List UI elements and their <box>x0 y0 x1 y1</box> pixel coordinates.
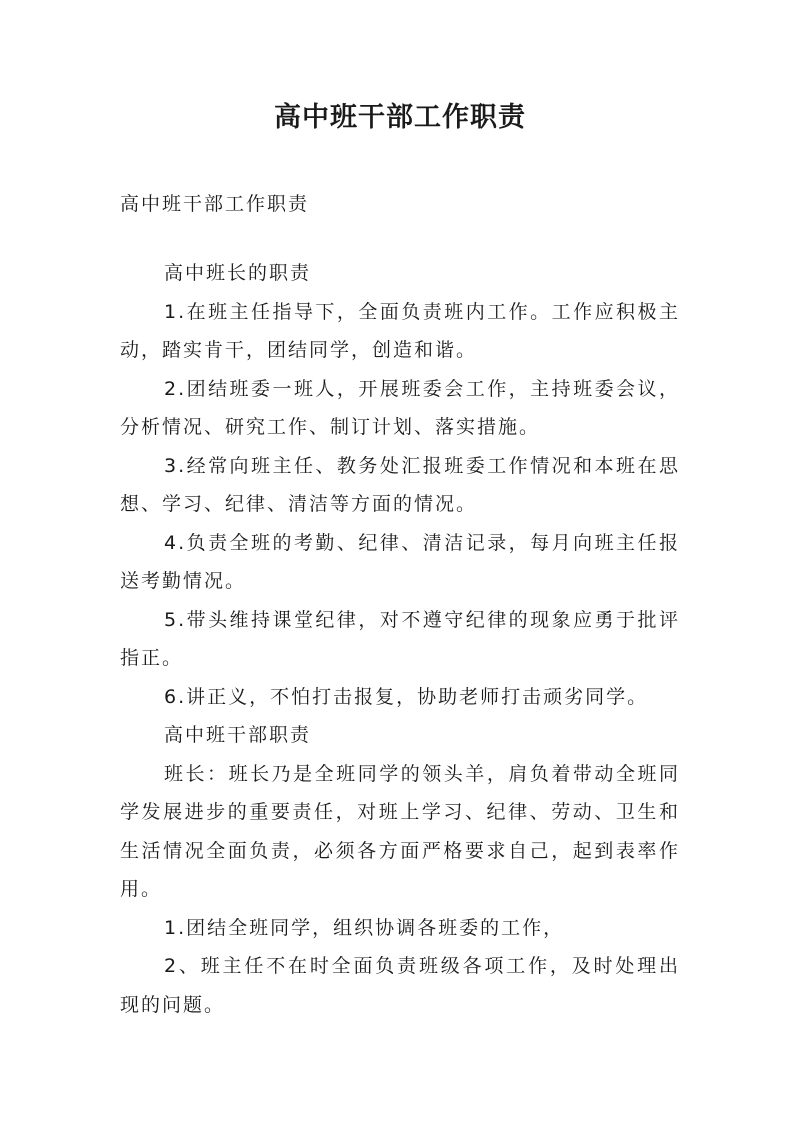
heading-class-cadre-duties: 高中班干部职责 <box>164 724 312 746</box>
paragraph-item-4: 4.负责全班的考勤、纪律、清洁记录，每月向班主任报送考勤情况。 <box>120 531 680 592</box>
heading-class-monitor-duties: 高中班长的职责 <box>164 262 312 284</box>
paragraph-item-6: 6.讲正义，不怕打击报复，协助老师打击顽劣同学。 <box>164 685 649 708</box>
document-title: 高中班干部工作职责 <box>274 102 526 133</box>
paragraph-cadre-item-2: 2、班主任不在时全面负责班级各项工作，及时处理出现的问题。 <box>120 955 680 1016</box>
document-subtitle: 高中班干部工作职责 <box>120 193 310 215</box>
paragraph-item-1: 1.在班主任指导下，全面负责班内工作。工作应积极主动，踏实肯干，团结同学，创造和谐。 <box>120 300 680 361</box>
paragraph-item-2: 2.团结班委一班人，开展班委会工作，主持班委会议，分析情况、研究工作、制订计划、落实措施。 <box>120 377 680 438</box>
paragraph-item-5: 5.带头维持课堂纪律，对不遵守纪律的现象应勇于批评指正。 <box>120 608 680 669</box>
document-body <box>120 254 680 1024</box>
paragraph-monitor-description: 班长：班长乃是全班同学的领头羊，肩负着带动全班同学发展进步的重要责任，对班上学习、纪律、劳动、卫生和生活情况全面负责，必须各方面严格要求自己，起到表率作用。 <box>120 762 680 900</box>
paragraph-cadre-item-1: 1.团结全班同学，组织协调各班委的工作， <box>164 916 565 939</box>
paragraph-item-3: 3.经常向班主任、教务处汇报班委工作情况和本班在思想、学习、纪律、清洁等方面的情况。 <box>120 454 680 515</box>
